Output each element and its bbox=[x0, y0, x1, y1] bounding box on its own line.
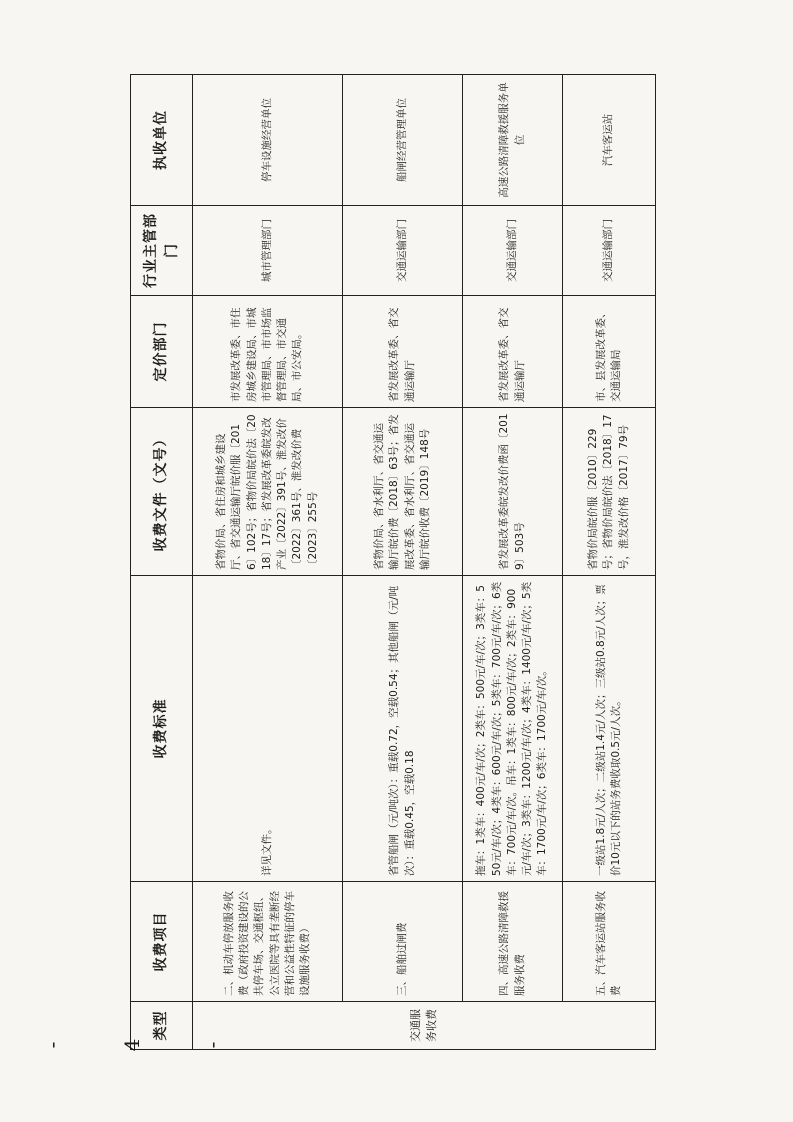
document-cell: 省发展改革委皖发改价费函〔2019〕503号 bbox=[463, 408, 563, 576]
type-cell: 交通服务收费 bbox=[193, 1002, 656, 1050]
table-row bbox=[463, 75, 563, 1050]
table-row bbox=[193, 75, 343, 1050]
standard-cell: 详见文件。 bbox=[193, 576, 343, 882]
collector-cell: 高速公路清障救援服务单位 bbox=[463, 75, 563, 206]
collector-cell: 停车设施经营单位 bbox=[193, 75, 343, 206]
pricing-dept-cell: 市、县发展改革委、交通运输局 bbox=[563, 296, 656, 408]
document-cell: 省物价局皖价服〔2010〕229号；省物价局皖价法〔2018〕17号，淮发改价格〔2017〕79号 bbox=[563, 408, 656, 576]
header-pricing-dept: 定价部门 bbox=[131, 296, 193, 408]
header-document: 收费文件（文号） bbox=[131, 408, 193, 576]
table-header-row bbox=[131, 75, 193, 1050]
pricing-dept-cell: 省发展改革委、省交通运输厅 bbox=[343, 296, 463, 408]
item-cell: 三、船舶过闸费 bbox=[343, 882, 463, 1002]
supervisor-cell: 交通运输部门 bbox=[563, 206, 656, 296]
item-cell: 四、高速公路清障救援服务收费 bbox=[463, 882, 563, 1002]
table-row bbox=[343, 75, 463, 1050]
header-item: 收费项目 bbox=[131, 882, 193, 1002]
item-cell: 五、汽车客运站服务收费 bbox=[563, 882, 656, 1002]
page-number: - 4 - bbox=[40, 1032, 224, 1052]
fee-table-rotated bbox=[130, 75, 655, 1050]
standard-cell: 拖车：1类车：400元/车/次；2类车：500元/车/次；3类车：550元/车/次；4类车：600元/车/次；5类车：700元/车/次；6类车：700元/车/次。吊车：1类车：800元/车/次；2类车：900元/车/次；3类车：1200元/车/次；4类车：1400元/车/次；5类车：1700元/车/次；6类车：1700元/车/次。 bbox=[463, 576, 563, 882]
supervisor-cell: 交通运输部门 bbox=[343, 206, 463, 296]
header-type: 类型 bbox=[131, 1002, 193, 1050]
fee-table bbox=[130, 74, 656, 1050]
pricing-dept-cell: 市发展改革委、市住房城乡建设局、市城市管理局、市市场监督管理局、市交通局、市公安局。 bbox=[193, 296, 343, 408]
standard-cell: 一级站1.8元/人次；二级站1.4元/人次；三级站0.8元/人次；票价10元以下的站务费收取0.5元/人次。 bbox=[563, 576, 656, 882]
standard-cell: 省管船闸（元/吨次）：重载0.72，空载0.54；其他船闸（元/吨次）：重载0.45，空载0.18 bbox=[343, 576, 463, 882]
supervisor-cell: 交通运输部门 bbox=[463, 206, 563, 296]
table-row bbox=[563, 75, 656, 1050]
document-cell: 省物价局、省水利厅、省交通运输厅皖价费〔2018〕63号；省发展改革委、省水利厅、省交通运输厅皖价收费〔2019〕148号 bbox=[343, 408, 463, 576]
item-cell: 二、机动车停放服务收费（政府投资建设的公共停车场、交通枢纽、公立医院等具有垄断经营和公益性特征的停车设施服务收费） bbox=[193, 882, 343, 1002]
pricing-dept-cell: 省发展改革委、省交通运输厅 bbox=[463, 296, 563, 408]
supervisor-cell: 城市管理部门 bbox=[193, 206, 343, 296]
collector-cell: 汽车客运站 bbox=[563, 75, 656, 206]
document-cell: 省物价局、省住房和城乡建设厅、省交通运输厅皖价服〔2016〕102号；省物价局皖价法〔2018〕17号；省发展改革委皖发改产业〔2022〕391号、淮发改价〔2022〕361号、淮发改价费〔2023〕255号 bbox=[193, 408, 343, 576]
collector-cell: 船闸经营管理单位 bbox=[343, 75, 463, 206]
header-collector: 执收单位 bbox=[131, 75, 193, 206]
header-standard: 收费标准 bbox=[131, 576, 193, 882]
header-supervisor: 行业主管部门 bbox=[131, 206, 193, 296]
